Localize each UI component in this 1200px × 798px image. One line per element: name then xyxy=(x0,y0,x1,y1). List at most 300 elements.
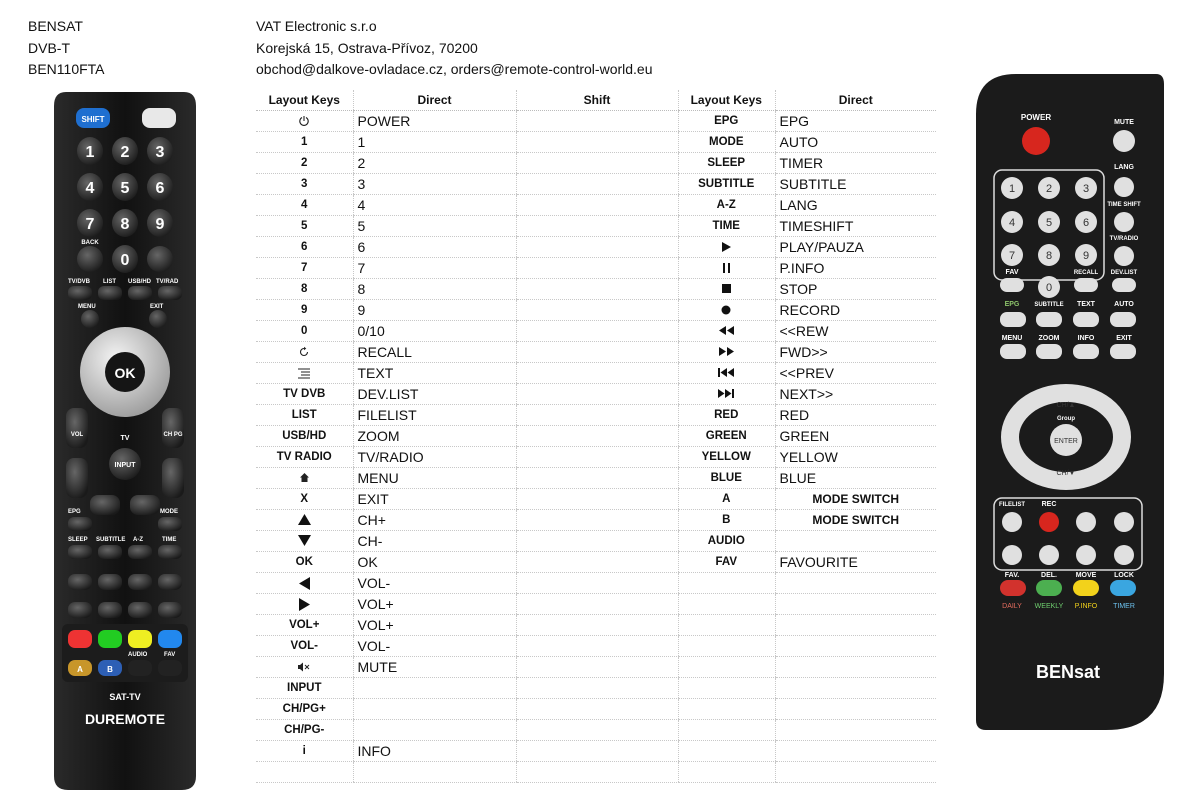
shift-function-cell xyxy=(516,237,678,258)
layout-key-cell: X xyxy=(256,489,353,510)
direct-function-cell: PLAY/PAUZA xyxy=(775,237,936,258)
shift-function-cell xyxy=(516,132,678,153)
direct-function-cell xyxy=(775,531,936,552)
svg-text:3: 3 xyxy=(1082,183,1090,195)
shift-function-cell xyxy=(516,741,678,762)
direct-function-cell: VOL- xyxy=(353,573,516,594)
direct-function-cell: MODE SWITCH xyxy=(775,510,936,531)
svg-text:EXIT: EXIT xyxy=(1116,335,1132,342)
svg-text:CH PG: CH PG xyxy=(163,432,183,438)
shift-function-cell xyxy=(516,216,678,237)
digit-button[interactable] xyxy=(112,245,138,273)
table-row xyxy=(678,741,936,762)
table-row xyxy=(678,594,936,615)
play-icon xyxy=(722,241,731,253)
direct-function-cell: CH- xyxy=(353,531,516,552)
brand-text: BENSAT xyxy=(28,18,83,34)
layout-key-cell: 8 xyxy=(256,279,353,300)
direct-function-cell: LANG xyxy=(775,195,936,216)
layout-key-cell: RED xyxy=(678,405,775,426)
record-icon xyxy=(721,304,731,316)
company-address: Korejská 15, Ostrava-Přívoz, 70200 xyxy=(256,39,478,56)
shift-function-cell xyxy=(516,531,678,552)
direct-function-cell: VOL- xyxy=(353,636,516,657)
direct-function-cell: 2 xyxy=(353,153,516,174)
svg-text:TV/RADIO: TV/RADIO xyxy=(1109,236,1139,242)
layout-key-cell xyxy=(256,531,353,552)
shift-function-cell xyxy=(516,552,678,573)
svg-text:FAV: FAV xyxy=(164,652,176,658)
standard-text: DVB-T xyxy=(28,39,70,56)
shift-function-cell xyxy=(516,762,678,783)
table-row xyxy=(678,699,936,720)
layout-key-cell: MODE xyxy=(678,132,775,153)
svg-text:TEXT: TEXT xyxy=(1077,301,1095,308)
svg-text:Group: Group xyxy=(1057,416,1075,422)
svg-text:SUBTITLE: SUBTITLE xyxy=(96,537,126,543)
svg-text:ZOOM: ZOOM xyxy=(1038,335,1060,342)
shift-function-cell xyxy=(516,510,678,531)
table-row xyxy=(678,111,936,132)
direct-function-cell: <<PREV xyxy=(775,363,936,384)
svg-text:TIME: TIME xyxy=(162,537,177,543)
direct-function-cell: FILELIST xyxy=(353,405,516,426)
layout-key-cell: A xyxy=(678,489,775,510)
layout-key-cell: TIME xyxy=(678,216,775,237)
header-direct: Direct xyxy=(353,90,516,111)
table-row xyxy=(678,132,936,153)
svg-text:INPUT: INPUT xyxy=(114,462,136,469)
svg-text:A-Z: A-Z xyxy=(133,537,143,543)
direct-function-cell xyxy=(353,699,516,720)
svg-text:SAT-TV: SAT-TV xyxy=(109,692,141,702)
direct-function-cell: 1 xyxy=(353,132,516,153)
header-layout-keys: Layout Keys xyxy=(256,90,353,111)
shift-function-cell xyxy=(516,258,678,279)
stop-icon xyxy=(722,283,731,295)
table-row xyxy=(678,300,936,321)
duremote-logo: DUREMOTE xyxy=(84,711,166,727)
recall-icon xyxy=(298,346,310,358)
svg-text:3: 3 xyxy=(155,144,165,161)
direct-function-cell: <<REW xyxy=(775,321,936,342)
digit-button[interactable] xyxy=(1001,211,1023,233)
model-text: BEN110FTA xyxy=(28,61,105,77)
table-row xyxy=(678,153,936,174)
digit-button[interactable] xyxy=(1075,244,1097,266)
svg-text:9: 9 xyxy=(155,216,165,233)
table-row xyxy=(678,258,936,279)
header-layout-keys: Layout Keys xyxy=(678,90,775,111)
layout-key-cell xyxy=(678,615,775,636)
svg-text:MOVE: MOVE xyxy=(1075,572,1097,579)
svg-text:8: 8 xyxy=(1045,250,1053,262)
svg-text:6: 6 xyxy=(155,180,165,197)
layout-key-cell: BLUE xyxy=(678,468,775,489)
layout-key-cell xyxy=(678,594,775,615)
layout-key-cell: 0 xyxy=(256,321,353,342)
layout-key-cell: EPG xyxy=(678,111,775,132)
svg-text:USB/HD: USB/HD xyxy=(128,279,152,285)
layout-key-cell: TV RADIO xyxy=(256,447,353,468)
power-button[interactable] xyxy=(142,108,176,128)
direct-function-cell: P.INFO xyxy=(775,258,936,279)
shift-function-cell xyxy=(516,300,678,321)
direct-function-cell xyxy=(775,699,936,720)
svg-text:CH/▲: CH/▲ xyxy=(1056,402,1076,409)
layout-key-cell: 3 xyxy=(256,174,353,195)
layout-key-cell xyxy=(256,111,353,132)
table-row xyxy=(678,405,936,426)
table-row xyxy=(678,279,936,300)
round-button[interactable] xyxy=(147,246,173,272)
layout-key-cell: FAV xyxy=(678,552,775,573)
svg-text:SHIFT: SHIFT xyxy=(81,115,105,124)
triangle-down-icon xyxy=(298,535,311,547)
shift-function-cell xyxy=(516,426,678,447)
layout-key-cell: VOL- xyxy=(256,636,353,657)
shift-function-cell xyxy=(516,405,678,426)
table-row xyxy=(678,531,936,552)
layout-key-cell: i xyxy=(256,741,353,762)
layout-key-cell: 4 xyxy=(256,195,353,216)
direct-function-cell: RECORD xyxy=(775,300,936,321)
svg-text:8: 8 xyxy=(120,216,130,233)
table-row xyxy=(678,552,936,573)
svg-text:9: 9 xyxy=(1082,250,1090,262)
direct-function-cell: FAVOURITE xyxy=(775,552,936,573)
svg-text:REC: REC xyxy=(1041,501,1057,508)
direct-function-cell: STOP xyxy=(775,279,936,300)
layout-key-cell: B xyxy=(678,510,775,531)
table-row xyxy=(678,468,936,489)
layout-key-cell xyxy=(678,720,775,741)
direct-function-cell: CH+ xyxy=(353,510,516,531)
layout-key-cell xyxy=(678,237,775,258)
layout-key-cell: VOL+ xyxy=(256,615,353,636)
svg-text:5: 5 xyxy=(120,180,130,197)
header-shift: Shift xyxy=(516,90,678,111)
table-row xyxy=(678,489,936,510)
round-button[interactable] xyxy=(77,246,103,272)
layout-key-cell xyxy=(678,384,775,405)
shift-function-cell xyxy=(516,174,678,195)
shift-function-cell xyxy=(516,489,678,510)
direct-function-cell: TIMER xyxy=(775,153,936,174)
shift-function-cell xyxy=(516,153,678,174)
svg-text:DEL.: DEL. xyxy=(1041,572,1057,579)
header-model-info xyxy=(28,16,105,81)
layout-key-cell xyxy=(678,342,775,363)
svg-text:LOCK: LOCK xyxy=(1114,572,1134,579)
svg-text:EXIT: EXIT xyxy=(150,304,164,310)
digit-button[interactable] xyxy=(112,137,138,165)
layout-key-cell: SUBTITLE xyxy=(678,174,775,195)
svg-text:WEEKLY: WEEKLY xyxy=(1034,603,1064,610)
svg-text:7: 7 xyxy=(1008,250,1016,262)
shift-function-cell xyxy=(516,111,678,132)
direct-function-cell: GREEN xyxy=(775,426,936,447)
direct-function-cell: FWD>> xyxy=(775,342,936,363)
table-row xyxy=(678,321,936,342)
table-row xyxy=(678,510,936,531)
layout-key-cell: 2 xyxy=(256,153,353,174)
direct-function-cell: 6 xyxy=(353,237,516,258)
svg-text:FILELIST: FILELIST xyxy=(999,502,1025,508)
direct-function-cell xyxy=(775,678,936,699)
header-company-info xyxy=(256,16,653,81)
digit-button[interactable] xyxy=(77,209,103,237)
shift-function-cell xyxy=(516,195,678,216)
direct-function-cell: 8 xyxy=(353,279,516,300)
direct-function-cell: 0/10 xyxy=(353,321,516,342)
direct-function-cell: TIMESHIFT xyxy=(775,216,936,237)
digit-button[interactable] xyxy=(1038,244,1060,266)
shift-function-cell xyxy=(516,342,678,363)
layout-key-cell: CH/PG- xyxy=(256,720,353,741)
digit-button[interactable] xyxy=(112,173,138,201)
svg-text:TIMER: TIMER xyxy=(1113,603,1135,610)
digit-button[interactable] xyxy=(77,173,103,201)
svg-text:SUBTITLE: SUBTITLE xyxy=(1034,302,1064,308)
layout-key-cell: 5 xyxy=(256,216,353,237)
svg-text:CH/▼: CH/▼ xyxy=(1056,470,1076,477)
layout-key-cell: 1 xyxy=(256,132,353,153)
svg-text:MUTE: MUTE xyxy=(1114,119,1134,126)
layout-key-cell: LIST xyxy=(256,405,353,426)
mute-button[interactable] xyxy=(1113,130,1135,152)
layout-key-cell: CH/PG+ xyxy=(256,699,353,720)
table-row xyxy=(678,720,936,741)
menu-button[interactable] xyxy=(81,310,99,328)
svg-text:DEV.LIST: DEV.LIST xyxy=(1110,270,1138,276)
svg-text:1: 1 xyxy=(85,144,95,161)
svg-text:EPG: EPG xyxy=(68,509,81,515)
shift-function-cell xyxy=(516,615,678,636)
digit-button[interactable] xyxy=(1038,211,1060,233)
svg-text:MENU: MENU xyxy=(1001,335,1023,342)
svg-text:AUTO: AUTO xyxy=(1114,301,1134,308)
table-row xyxy=(678,363,936,384)
svg-text:LANG: LANG xyxy=(1114,164,1134,171)
svg-text:DAILY: DAILY xyxy=(1002,603,1022,610)
svg-text:2: 2 xyxy=(120,144,130,161)
shift-function-cell xyxy=(516,384,678,405)
remote-control-bensat xyxy=(976,74,1164,730)
layout-key-cell: USB/HD xyxy=(256,426,353,447)
digit-button[interactable] xyxy=(1001,244,1023,266)
svg-text:0: 0 xyxy=(120,252,130,269)
direct-function-cell xyxy=(775,594,936,615)
digit-button[interactable] xyxy=(147,209,173,237)
direct-function-cell xyxy=(353,678,516,699)
layout-key-cell xyxy=(678,258,775,279)
table-row xyxy=(678,342,936,363)
table-row xyxy=(678,762,936,783)
direct-function-cell: NEXT>> xyxy=(775,384,936,405)
svg-text:TV/DVB: TV/DVB xyxy=(68,279,91,285)
text-icon xyxy=(297,367,311,379)
table-row xyxy=(678,657,936,678)
svg-text:EPG: EPG xyxy=(1004,301,1020,308)
direct-function-cell: MODE SWITCH xyxy=(775,489,936,510)
prev-icon xyxy=(718,367,734,379)
direct-function-cell: DEV.LIST xyxy=(353,384,516,405)
svg-text:5: 5 xyxy=(1045,217,1053,229)
layout-key-cell xyxy=(678,657,775,678)
triangle-up-icon xyxy=(298,514,311,526)
next-icon xyxy=(718,388,734,400)
svg-text:1: 1 xyxy=(1008,183,1016,195)
layout-key-cell: 7 xyxy=(256,258,353,279)
layout-key-cell: GREEN xyxy=(678,426,775,447)
layout-key-cell: INPUT xyxy=(256,678,353,699)
table-row xyxy=(678,573,936,594)
direct-function-cell: 7 xyxy=(353,258,516,279)
svg-text:TV: TV xyxy=(120,435,130,442)
layout-key-cell xyxy=(256,573,353,594)
layout-key-cell xyxy=(256,342,353,363)
svg-text:2: 2 xyxy=(1045,183,1053,195)
layout-key-cell: TV DVB xyxy=(256,384,353,405)
svg-text:SLEEP: SLEEP xyxy=(68,537,88,543)
shift-function-cell xyxy=(516,699,678,720)
svg-text:ENTER: ENTER xyxy=(1054,438,1078,445)
svg-text:0: 0 xyxy=(1045,282,1053,294)
table-row xyxy=(678,384,936,405)
table-row xyxy=(678,237,936,258)
direct-function-cell: YELLOW xyxy=(775,447,936,468)
direct-function-cell: SUBTITLE xyxy=(775,174,936,195)
direct-function-cell: 5 xyxy=(353,216,516,237)
svg-text:LIST: LIST xyxy=(103,279,116,285)
digit-button[interactable] xyxy=(77,137,103,165)
direct-function-cell: RED xyxy=(775,405,936,426)
table-row xyxy=(678,426,936,447)
svg-text:VOL: VOL xyxy=(70,432,84,438)
table-row xyxy=(678,615,936,636)
svg-text:OK: OK xyxy=(114,365,136,381)
bensat-logo: BENsat xyxy=(1035,662,1101,682)
svg-text:B: B xyxy=(107,665,113,674)
digit-button[interactable] xyxy=(112,209,138,237)
direct-function-cell: TV/RADIO xyxy=(353,447,516,468)
direct-function-cell xyxy=(775,573,936,594)
direct-function-cell: OK xyxy=(353,552,516,573)
svg-text:MODE: MODE xyxy=(160,509,178,515)
svg-text:RECALL: RECALL xyxy=(1073,270,1099,276)
mute-icon xyxy=(297,661,311,673)
power-button[interactable] xyxy=(1022,127,1050,155)
direct-function-cell xyxy=(775,720,936,741)
layout-key-cell xyxy=(256,510,353,531)
direct-function-cell xyxy=(353,762,516,783)
shift-function-cell xyxy=(516,363,678,384)
direct-function-cell: EXIT xyxy=(353,489,516,510)
digit-button[interactable] xyxy=(1075,177,1097,199)
direct-function-cell xyxy=(775,615,936,636)
shift-function-cell xyxy=(516,321,678,342)
direct-function-cell: INFO xyxy=(353,741,516,762)
rewind-icon xyxy=(719,325,734,337)
direct-function-cell xyxy=(775,636,936,657)
digit-button[interactable] xyxy=(1075,211,1097,233)
digit-button[interactable] xyxy=(147,173,173,201)
svg-text:4: 4 xyxy=(1008,217,1016,229)
direct-function-cell xyxy=(353,720,516,741)
layout-key-cell xyxy=(256,468,353,489)
direct-function-cell xyxy=(775,657,936,678)
shift-function-cell xyxy=(516,678,678,699)
fast-forward-icon xyxy=(719,346,734,358)
table-row xyxy=(678,636,936,657)
direct-function-cell: AUTO xyxy=(775,132,936,153)
key-table-right xyxy=(678,90,936,783)
layout-key-cell xyxy=(256,363,353,384)
svg-text:FAV.: FAV. xyxy=(1004,572,1020,579)
home-icon xyxy=(299,472,310,484)
direct-function-cell: 4 xyxy=(353,195,516,216)
shift-function-cell xyxy=(516,594,678,615)
svg-text:INFO: INFO xyxy=(1077,335,1095,342)
shift-function-cell xyxy=(516,636,678,657)
shift-function-cell xyxy=(516,468,678,489)
table-row xyxy=(678,174,936,195)
exit-button[interactable] xyxy=(149,310,167,328)
digit-button[interactable] xyxy=(1001,177,1023,199)
layout-key-cell: 9 xyxy=(256,300,353,321)
layout-key-cell xyxy=(678,741,775,762)
svg-text:FAV: FAV xyxy=(1005,269,1019,276)
svg-text:7: 7 xyxy=(85,216,95,233)
direct-function-cell: 9 xyxy=(353,300,516,321)
layout-key-cell: AUDIO xyxy=(678,531,775,552)
shift-function-cell xyxy=(516,657,678,678)
digit-button[interactable] xyxy=(147,137,173,165)
layout-key-cell xyxy=(678,573,775,594)
layout-key-cell: OK xyxy=(256,552,353,573)
svg-text:4: 4 xyxy=(85,180,95,197)
svg-text:TIME SHIFT: TIME SHIFT xyxy=(1107,202,1141,208)
direct-function-cell: RECALL xyxy=(353,342,516,363)
shift-function-cell xyxy=(516,447,678,468)
company-email: obchod@dalkove-ovladace.cz, orders@remote-control-world.eu xyxy=(256,61,653,77)
power-icon xyxy=(298,115,310,127)
direct-function-cell: POWER xyxy=(353,111,516,132)
shift-function-cell xyxy=(516,573,678,594)
direct-function-cell: 3 xyxy=(353,174,516,195)
direct-function-cell xyxy=(775,762,936,783)
direct-function-cell: MUTE xyxy=(353,657,516,678)
direct-function-cell: TEXT xyxy=(353,363,516,384)
layout-key-cell: 6 xyxy=(256,237,353,258)
digit-button[interactable] xyxy=(1038,276,1060,298)
svg-text:TV/RAD: TV/RAD xyxy=(156,279,179,285)
direct-function-cell: VOL+ xyxy=(353,615,516,636)
layout-key-cell xyxy=(256,762,353,783)
direct-function-cell xyxy=(775,741,936,762)
layout-key-cell: A-Z xyxy=(678,195,775,216)
direct-function-cell: BLUE xyxy=(775,468,936,489)
table-row xyxy=(678,447,936,468)
table-row xyxy=(678,678,936,699)
layout-key-cell xyxy=(678,762,775,783)
direct-function-cell: VOL+ xyxy=(353,594,516,615)
table-row xyxy=(678,216,936,237)
digit-button[interactable] xyxy=(1038,177,1060,199)
remote-control-duremote xyxy=(54,92,196,790)
layout-key-cell: SLEEP xyxy=(678,153,775,174)
